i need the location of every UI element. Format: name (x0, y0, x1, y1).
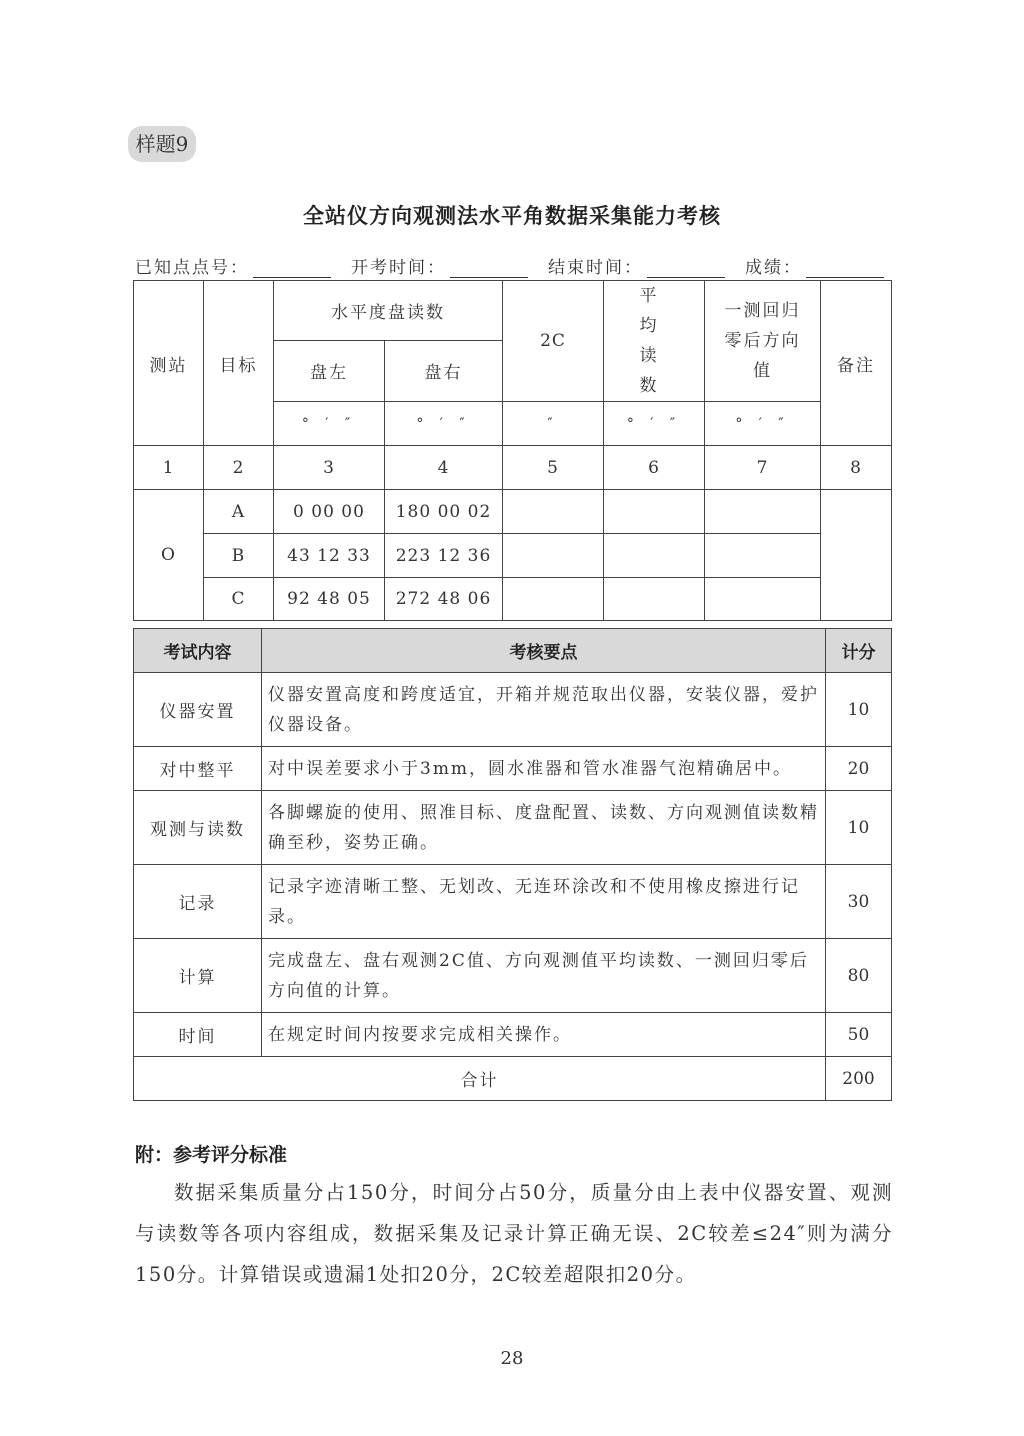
page-title: 全站仪方向观测法水平角数据采集能力考核 (303, 204, 721, 228)
average-cell (604, 578, 705, 621)
note-cell (821, 490, 892, 621)
reduced-cell (705, 534, 821, 578)
exam-item: 观测与读数 (134, 791, 262, 865)
exam-score: 10 (826, 791, 892, 865)
exam-item: 时间 (134, 1013, 262, 1057)
header-note: 备注 (821, 281, 892, 446)
col-number: 1 (134, 446, 204, 490)
col-number: 5 (503, 446, 604, 490)
table-row (134, 490, 892, 534)
sample-tag: 样题9 (128, 126, 196, 162)
exam-item: 仪器安置 (134, 673, 262, 747)
left-reading-cell: 0 00 00 (274, 490, 385, 534)
col-number: 3 (274, 446, 385, 490)
table-row (134, 1013, 892, 1057)
header-score: 计分 (826, 629, 892, 673)
known-point-blank (253, 257, 331, 278)
exam-item: 计算 (134, 939, 262, 1013)
exam-points: 在规定时间内按要求完成相关操作。 (262, 1013, 826, 1057)
average-cell (604, 490, 705, 534)
right-reading-cell: 223 12 36 (385, 534, 503, 578)
header-circle-reading: 水平度盘读数 (274, 281, 503, 341)
average-cell (604, 534, 705, 578)
header-average-text: 平均读数 (639, 286, 669, 396)
unit-average: ° ′ ″ (604, 402, 705, 446)
score-table (133, 628, 892, 1101)
exam-points: 各脚螺旋的使用、照准目标、度盘配置、读数、方向观测值读数精确至秒，姿势正确。 (262, 791, 826, 865)
info-line (135, 250, 897, 278)
col-number: 8 (821, 446, 892, 490)
table-row (134, 865, 892, 939)
exam-score: 30 (826, 865, 892, 939)
score-label: 成绩： (745, 258, 802, 278)
end-time-label: 结束时间： (548, 258, 643, 278)
header-reduced (705, 281, 821, 402)
unit-2c: ″ (503, 402, 604, 446)
start-time-field (351, 253, 528, 278)
score-field (745, 253, 884, 278)
page-number: 28 (500, 1348, 524, 1369)
exam-score: 50 (826, 1013, 892, 1057)
col-number: 6 (604, 446, 705, 490)
reduced-cell (705, 578, 821, 621)
table-row (134, 939, 892, 1013)
exam-score: 10 (826, 673, 892, 747)
header-reduced-text: 一测回归零后方向值 (724, 301, 801, 381)
right-reading-cell: 180 00 02 (385, 490, 503, 534)
total-row (134, 1057, 892, 1101)
total-label: 合计 (134, 1057, 826, 1101)
left-reading-cell: 43 12 33 (274, 534, 385, 578)
header-key-points: 考核要点 (262, 629, 826, 673)
exam-points: 记录字迹清晰工整、无划改、无连环涂改和不使用橡皮擦进行记录。 (262, 865, 826, 939)
table-row (134, 578, 892, 621)
exam-points: 对中误差要求小于3mm，圆水准器和管水准器气泡精确居中。 (262, 747, 826, 791)
target-cell: C (204, 578, 274, 621)
2c-cell (503, 534, 604, 578)
exam-points: 仪器安置高度和跨度适宜，开箱并规范取出仪器，安装仪器，爱护仪器设备。 (262, 673, 826, 747)
table-row (134, 673, 892, 747)
exam-score: 20 (826, 747, 892, 791)
known-point-label: 已知点点号： (135, 258, 249, 278)
reduced-cell (705, 490, 821, 534)
unit-reduced: ° ′ ″ (705, 402, 821, 446)
2c-cell (503, 490, 604, 534)
appendix-body: 数据采集质量分占150分，时间分占50分，质量分由上表中仪器安置、观测与读数等各项内容组成，数据采集及记录计算正确无误、2C较差≤24″则为满分150分。计算错误或遗漏1处扣20分，2C较差超限扣20分。 (135, 1181, 893, 1286)
record-table (133, 280, 892, 621)
exam-points: 完成盘左、盘右观测2C值、方向观测值平均读数、一测回归零后方向值的计算。 (262, 939, 826, 1013)
exam-item: 记录 (134, 865, 262, 939)
target-cell: A (204, 490, 274, 534)
exam-score: 80 (826, 939, 892, 1013)
known-point-field (135, 253, 331, 278)
station-cell: O (134, 490, 204, 621)
header-station: 测站 (134, 281, 204, 446)
start-time-blank (450, 257, 528, 278)
header-2c: 2C (503, 281, 604, 402)
header-average (604, 281, 705, 402)
table-row (134, 747, 892, 791)
start-time-label: 开考时间： (351, 258, 446, 278)
col-number: 4 (385, 446, 503, 490)
total-score: 200 (826, 1057, 892, 1101)
header-right: 盘右 (385, 340, 503, 401)
exam-item: 对中整平 (134, 747, 262, 791)
header-exam-content: 考试内容 (134, 629, 262, 673)
end-time-blank (647, 257, 725, 278)
header-left: 盘左 (274, 340, 385, 401)
header-target: 目标 (204, 281, 274, 446)
unit-right: ° ′ ″ (385, 402, 503, 446)
2c-cell (503, 578, 604, 621)
table-row (134, 791, 892, 865)
appendix-title: 附：参考评分标准 (135, 1144, 288, 1166)
end-time-field (548, 253, 725, 278)
target-cell: B (204, 534, 274, 578)
unit-left: ° ′ ″ (274, 402, 385, 446)
table-row (134, 534, 892, 578)
col-number: 7 (705, 446, 821, 490)
col-number: 2 (204, 446, 274, 490)
score-blank (806, 257, 884, 278)
left-reading-cell: 92 48 05 (274, 578, 385, 621)
right-reading-cell: 272 48 06 (385, 578, 503, 621)
